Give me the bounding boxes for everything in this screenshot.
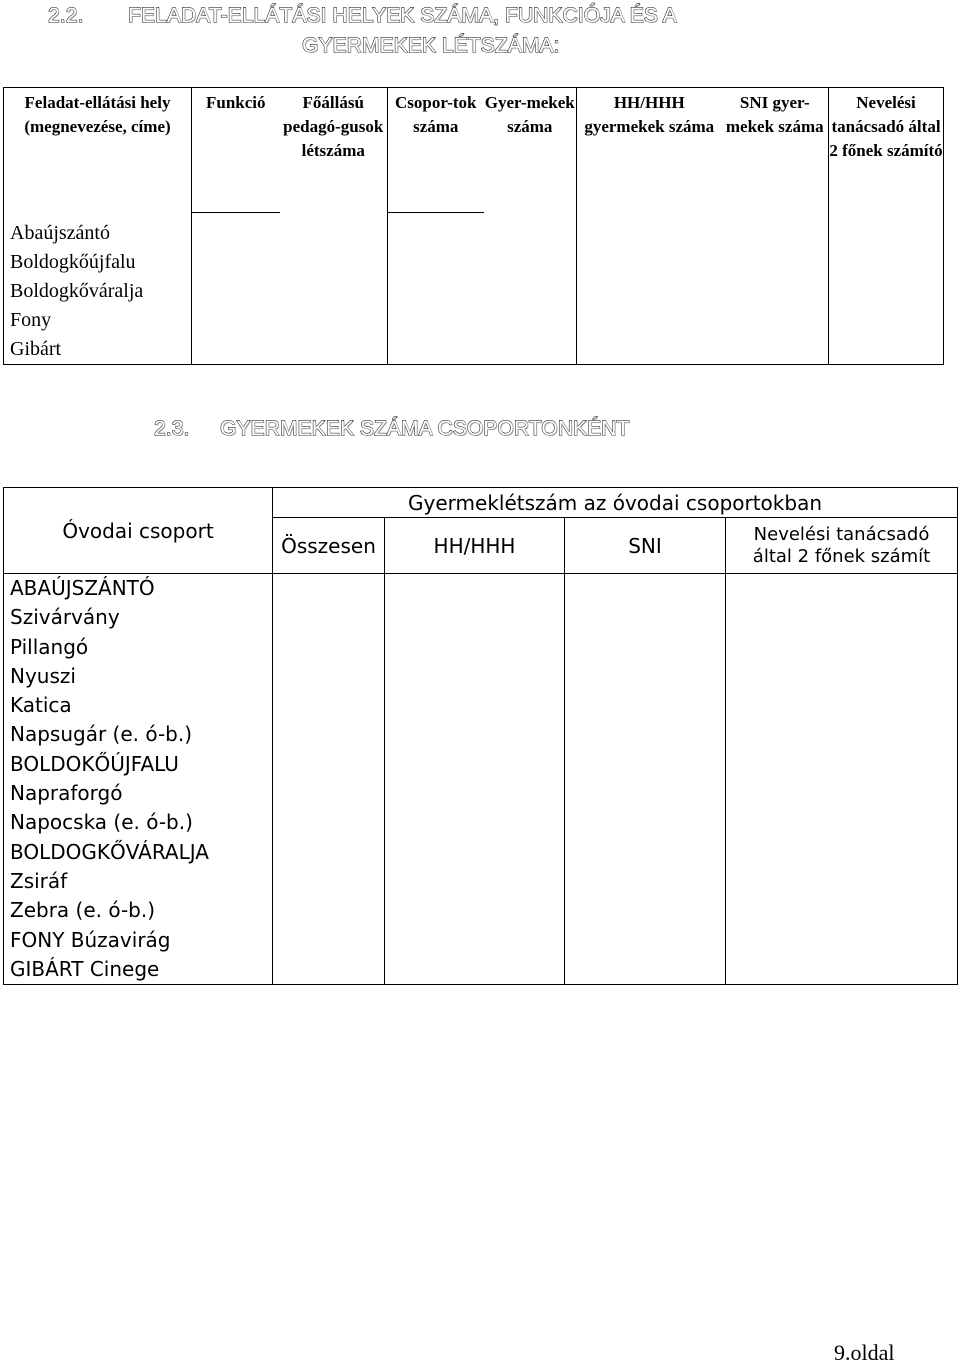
location-item: Gibárt: [10, 337, 62, 360]
section-title-line1: FELADAT-ELLÁTÁSI HELYEK SZÁMA, FUNKCIÓJA ÉS A: [128, 4, 677, 27]
page-number: 9.oldal: [834, 1340, 895, 1365]
group-item: Napsugár (e. ó-b.): [10, 722, 193, 747]
section-2-3-heading: [154, 417, 629, 441]
group-item: Napraforgó: [10, 781, 123, 806]
hh-cell: [385, 574, 565, 985]
header-counselor: Nevelési tanácsadó által 2 főnek számító: [829, 88, 944, 213]
group-item: Katica: [10, 693, 72, 718]
group-item: Nyuszi: [10, 663, 76, 688]
header-location: Feladat-ellátási hely (megnevezése, címe): [4, 88, 192, 213]
section-number: 2.3.: [154, 417, 190, 440]
groups-table: [3, 487, 958, 985]
header-hh: HH/HHH: [385, 518, 565, 574]
header-total: Összesen: [273, 518, 385, 574]
header-counselor-line1: Nevelési tanácsadó: [753, 523, 930, 545]
header-sni: SNI gyer-mekek száma: [722, 88, 829, 213]
location-item: Boldogkőújfalu: [10, 250, 136, 273]
section-title: GYERMEKEK SZÁMA CSOPORTONKÉNT: [220, 417, 630, 440]
location-item: Fony: [10, 308, 52, 331]
location-item: Abaújszántó: [10, 221, 110, 244]
group-item: Pillangó: [10, 634, 89, 659]
header-hh: HH/HHH gyermekek száma: [577, 88, 722, 213]
header-counselor: [726, 518, 958, 574]
group-item: BOLDOKŐÚJFALU: [10, 751, 179, 776]
group-item: ABAÚJSZÁNTÓ: [10, 576, 155, 600]
locations-table: [3, 87, 944, 365]
group-item: Napocska (e. ó-b.): [10, 810, 193, 835]
group-item: FONY Búzavirág: [10, 927, 171, 952]
counselor-cell: [726, 574, 958, 985]
group-item: Zebra (e. ó-b.): [10, 898, 156, 923]
locations-cell: [4, 213, 192, 365]
children-cell: [484, 213, 577, 365]
section-2-2-heading-line2: GYERMEKEK LÉTSZÁMA:: [302, 34, 560, 57]
header-group: Óvodai csoport: [4, 488, 273, 574]
section-number: 2.2.: [48, 4, 84, 27]
header-counselor-line2: által 2 főnek számít: [752, 545, 931, 567]
location-item: Boldogkőváralja: [10, 279, 144, 302]
group-item: GIBÁRT Cinege: [10, 956, 160, 981]
sni-cell: [722, 213, 829, 365]
function-cell: [192, 213, 280, 365]
group-item: Zsiráf: [10, 868, 68, 893]
sni-cell: [565, 574, 726, 985]
groups-list-cell: [4, 574, 273, 985]
header-child-count: Gyermeklétszám az óvodai csoportokban: [273, 488, 958, 518]
header-children: Gyer-mekek száma: [484, 88, 577, 213]
header-teachers: Főállású pedagó-gusok létszáma: [280, 88, 388, 213]
header-groups: Csopor-tok száma: [388, 88, 484, 213]
section-2-2-heading: [48, 4, 677, 28]
header-sni: SNI: [565, 518, 726, 574]
group-item: BOLDOGKŐVÁRALJA: [10, 839, 209, 864]
groups-cell: [388, 213, 484, 365]
teachers-cell: [280, 213, 388, 365]
group-item: Szivárvány: [10, 605, 120, 630]
total-cell: [273, 574, 385, 985]
counselor-cell: [829, 213, 944, 365]
hh-cell: [577, 213, 722, 365]
header-function: Funkció: [192, 88, 280, 213]
